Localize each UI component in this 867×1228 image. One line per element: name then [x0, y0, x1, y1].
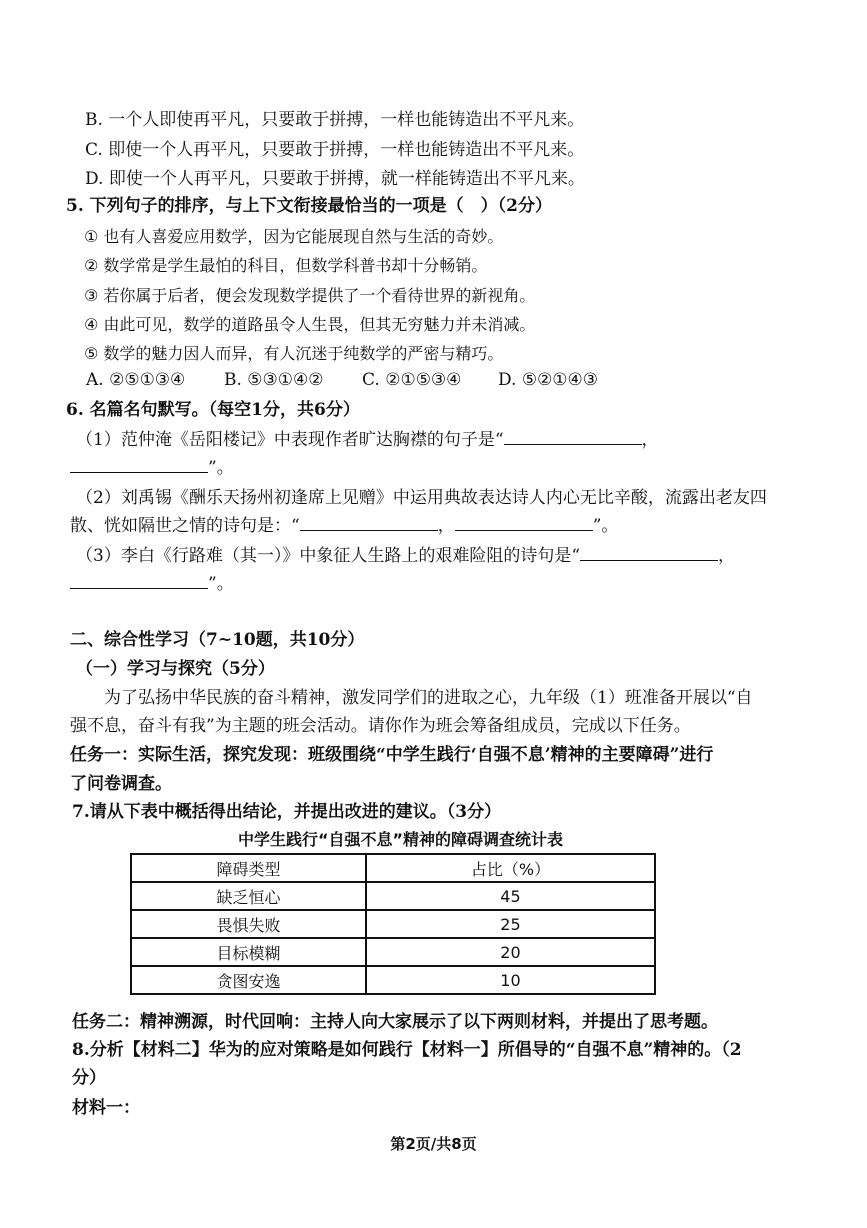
table-cell-type: 畏惧失败	[131, 910, 366, 938]
section2-sub1: （一）学习与探究（5分）	[76, 659, 275, 679]
task2-line: 任务二：精神溯源，时代回响：主持人向大家展示了以下两则材料，并提出了思考题。	[72, 1012, 718, 1032]
table-cell-type: 目标模糊	[131, 938, 366, 966]
q5-choice-a: A. ②⑤①③④	[86, 370, 186, 390]
table-row	[131, 882, 655, 910]
q5-sentence-2: ② 数学常是学生最怕的科目，但数学科普书却十分畅销。	[84, 256, 488, 275]
table-header-ratio: 占比（%）	[366, 854, 655, 882]
table-cell-ratio: 45	[366, 882, 655, 910]
q8-line-2: 分）	[72, 1068, 106, 1088]
section2-intro-1: 为了弘扬中华民族的奋斗精神，激发同学们的进取之心，九年级（1）班准备开展以“自	[104, 688, 753, 708]
table-title: 中学生践行“自强不息”精神的障碍调查统计表	[238, 830, 564, 849]
q6-item-2: （2）刘禹锡《酬乐天扬州初逢席上见赠》中运用典故表达诗人内心无比辛酸，流露出老友四	[76, 488, 767, 508]
answer-blank[interactable]	[455, 514, 593, 531]
q5-sentence-1: ① 也有人喜爱应用数学，因为它能展现自然与生活的奇妙。	[84, 227, 504, 246]
section2-intro-2: 强不息，奋斗有我”为主题的班会活动。请你作为班会筹备组成员，完成以下任务。	[70, 716, 691, 736]
page-number: 第2页/共8页	[390, 1135, 477, 1153]
q7-stem: 7.请从下表中概括得出结论，并提出改进的建议。（3分）	[72, 802, 502, 822]
table-row	[131, 966, 655, 994]
answer-blank[interactable]	[300, 514, 438, 531]
q6-item3-comma: ，	[718, 546, 736, 566]
q6-item-1	[76, 428, 659, 452]
q6-stem: 6. 名篇名句默写。（每空1分，共6分）	[66, 400, 360, 420]
q6-item-1-cont	[70, 456, 234, 480]
q5-choice-b: B. ⑤③①④②	[224, 370, 324, 390]
q5-sentence-3: ③ 若你属于后者，便会发现数学提供了一个看待世界的新视角。	[84, 286, 536, 305]
q6-item3-text: （3）李白《行路难（其一）》中象征人生路上的艰难险阻的诗句是“	[76, 546, 581, 566]
table-cell-ratio: 25	[366, 910, 655, 938]
q6-item2-comma: ，	[437, 516, 455, 536]
task1-line-2: 了问卷调查。	[70, 774, 172, 794]
table-cell-ratio: 20	[366, 938, 655, 966]
q6-item-3	[76, 544, 735, 568]
table-cell-type: 缺乏恒心	[131, 882, 366, 910]
q6-item2-text: 散、恍如隔世之情的诗句是：“	[70, 516, 300, 536]
q6-item-2-cont	[70, 514, 618, 538]
q5-sentence-4: ④ 由此可见，数学的道路虽令人生畏，但其无穷魅力并未消减。	[84, 315, 536, 334]
q8-line-1: 8.分析【材料二】华为的应对策略是如何践行【材料一】所倡导的“自强不息”精神的。（2	[72, 1040, 742, 1060]
answer-blank[interactable]	[70, 572, 208, 589]
table-row	[131, 910, 655, 938]
table-header-row	[131, 854, 655, 882]
q5-choice-d: D. ⑤②①④③	[498, 370, 599, 390]
section2-heading: 二、综合性学习（7~10题，共10分）	[70, 630, 365, 650]
q4-option-c: C. 即使一个人再平凡，只要敢于拼搏，一样也能铸造出不平凡来。	[85, 140, 585, 160]
q5-sentence-5: ⑤ 数学的魅力因人而异，有人沉迷于纯数学的严密与精巧。	[84, 344, 504, 363]
material1-label: 材料一：	[72, 1098, 140, 1118]
table-header-type: 障碍类型	[131, 854, 366, 882]
answer-blank[interactable]	[504, 428, 642, 445]
table-cell-ratio: 10	[366, 966, 655, 994]
q6-item1-text: （1）范仲淹《岳阳楼记》中表现作者旷达胸襟的句子是“	[76, 430, 504, 450]
task1-line-1: 任务一：实际生活，探究发现：班级围绕“中学生践行‘自强不息’精神的主要障碍”进行	[70, 745, 714, 765]
table-row	[131, 938, 655, 966]
q6-item-3-cont	[70, 572, 234, 596]
q5-stem: 5. 下列句子的排序，与上下文衔接最恰当的一项是（ ）（2分）	[66, 196, 552, 216]
q4-option-b: B. 一个人即使再平凡，只要敢于拼搏，一样也能铸造出不平凡来。	[85, 110, 585, 130]
answer-blank[interactable]	[70, 456, 208, 473]
answer-blank[interactable]	[580, 544, 718, 561]
q6-item2-close: ”。	[592, 516, 619, 536]
q6-item1-close: ”。	[208, 458, 234, 478]
survey-table	[130, 853, 656, 995]
table-cell-type: 贪图安逸	[131, 966, 366, 994]
q4-option-d: D. 即使一个人再平凡，只要敢于拼搏，就一样能铸造出不平凡来。	[85, 169, 585, 189]
q6-item3-close: ”。	[208, 574, 234, 594]
q6-item1-comma: ，	[641, 430, 659, 450]
q5-choice-c: C. ②①⑤③④	[362, 370, 462, 390]
